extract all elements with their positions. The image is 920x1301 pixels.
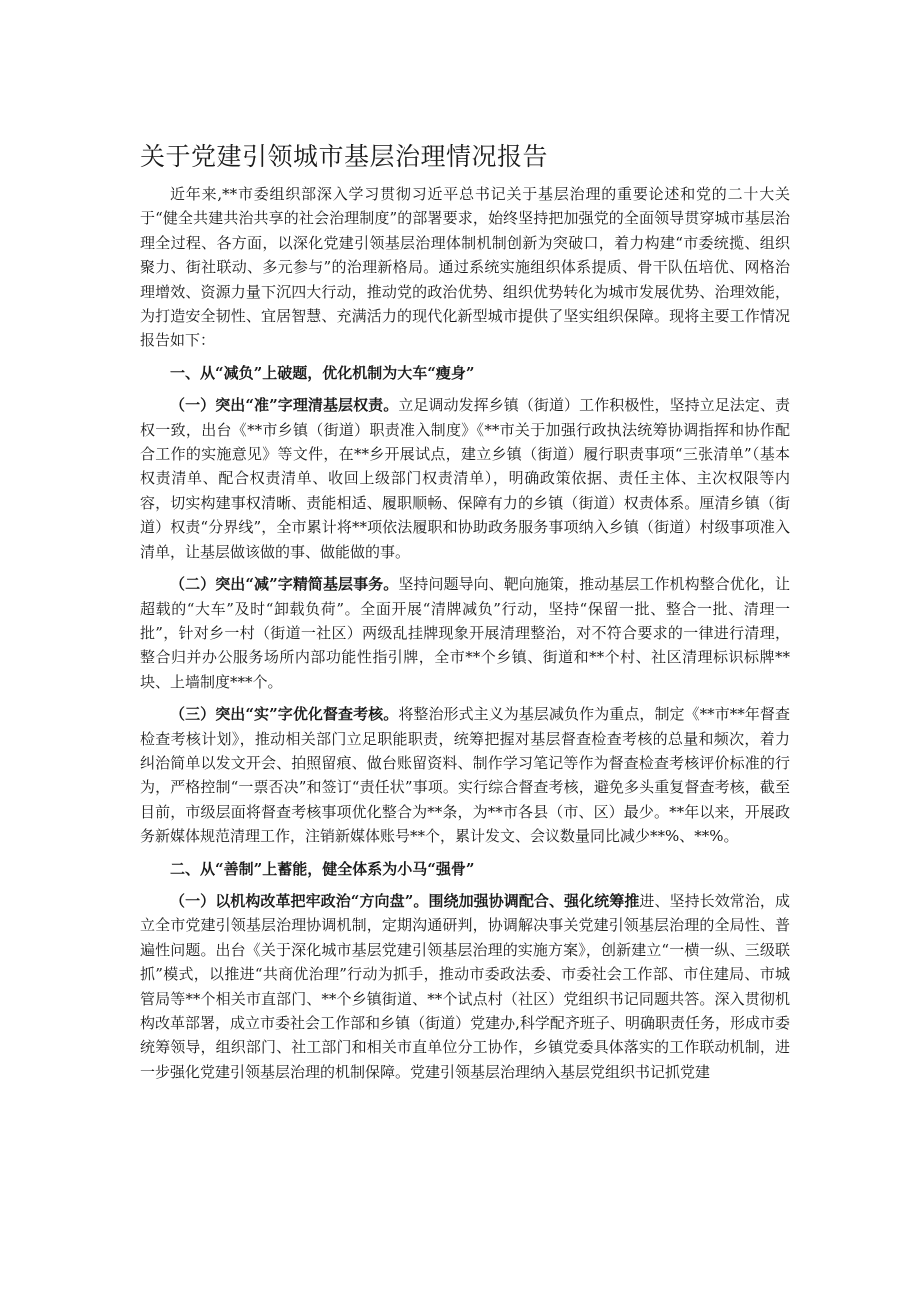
- intro-paragraph: 近年来,**市委组织部深入学习贯彻习近平总书记关于基层治理的重要论述和党的二十大关于“健全共建共治共享的社会治理制度”的部署要求，始终坚持把加强党的全面领导贯穿城市基层治理全过程、各方面，以深化党建引领基层治理体制机制创新为突破口，着力构建“市委统揽、组织聚力、街社联动、多元参与”的治理新格局。通过系统实施组织体系提质、骨干队伍培优、网格治理增效、资源力量下沉四大行动，推动党的政治优势、组织优势转化为城市发展优势、治理效能，为打造安全韧性、宜居智慧、充满活力的现代化新型城市提供了坚实组织保障。现将主要工作情况报告如下：: [140, 185, 790, 350]
- section-2-heading: 二、从“善制”上蓄能，健全体系为小马“强骨”: [170, 859, 475, 878]
- section-1-item-1-body: 立足调动发挥乡镇（街道）工作积极性，坚持立足法定、责权一致，出台《**市乡镇（街道）职责准入制度》《**市关于加强行政执法统筹协调指挥和协作配合工作的实施意见》等文件，在**乡开展试点，建立乡镇（街道）履行职责事项“三张清单”（基本权责清单、配合权责清单、收回上级部门权责清单），明确政策依据、责任主体、主次权限等内容，切实构建事权清晰、责能相适、履职顺畅、保障有力的乡镇（街道）权责体系。厘清乡镇（街道）权责“分界线”，全市累计将**项依法履职和协助政务服务事项纳入乡镇（街道）村级事项准入清单，让基层做该做的事、做能做的事。: [140, 396, 790, 561]
- section-2-item-1-lead: （一）以机构改革把牢政治“方向盘”。围绕加强协调配合、强化统筹推: [170, 891, 640, 910]
- section-1-heading: 一、从“减负”上破题，优化机制为大车“瘦身”: [170, 363, 475, 382]
- document-title: 关于党建引领城市基层治理情况报告: [140, 142, 549, 171]
- section-1-item-1: [140, 393, 790, 564]
- section-2-item-1-body: 进、坚持长效常治，成立全市党建引领基层治理协调机制，定期沟通研判，协调解决事关党建引领基层治理的全局性、普遍性问题。出台《关于深化城市基层党建引领基层治理的实施方案》，创新建立“一横一纵、三级联抓”模式，以推进“共商优治理”行动为抓手，推动市委政法委、市委社会工作部、市住建局、市城管局等**个相关市直部门、**个乡镇街道、**个试点村（社区）党组织书记同题共答。深入贯彻机构改革部署，成立市委社会工作部和乡镇（街道）党建办,科学配齐班子、明确职责任务，形成市委统筹领导，组织部门、社工部门和相关市直单位分工协作，乡镇党委具体落实的工作联动机制，进一步强化党建引领基层治理的机制保障。党建引领基层治理纳入基层党组织书记抓党建: [140, 891, 790, 1081]
- document-page: [140, 140, 790, 1084]
- section-1-item-2: [140, 572, 790, 694]
- section-1-item-1-lead: （一）突出“准”字理清基层权责。: [170, 396, 399, 415]
- section-1-item-3: [140, 702, 790, 848]
- section-1-item-3-lead: （三）突出“实”字优化督查考核。: [170, 705, 399, 724]
- section-1-item-2-body: 坚持问题导向、靶向施策，推动基层工作机构整合优化，让超载的“大车”及时“卸载负荷”。全面开展“清牌减负”行动，坚持“保留一批、整合一批、清理一批”，针对乡一村（街道一社区）两级乱挂牌现象开展清理整治，对不符合要求的一律进行清理，整合归并办公服务场所内部功能性指引牌，全市**个乡镇、街道和**个村、社区清理标识标牌**块、上墙制度***个。: [140, 575, 790, 691]
- section-1-item-2-lead: （二）突出“减”字精简基层事务。: [170, 575, 399, 594]
- section-1-item-3-body: 将整治形式主义为基层减负作为重点，制定《**市**年督查检查考核计划》，推动相关部门立足职能职责，统筹把握对基层督查检查考核的总量和频次，着力纠治简单以发文开会、拍照留痕、做台账留资料、制作学习笔记等作为督查检查考核评价标准的行为，严格控制“一票否决”和签订“责任状”事项。实行综合督查考核，避免多头重复督查考核，截至目前，市级层面将督查考核事项优化整合为**条，为**市各县（市、区）最少。**年以来，开展政务新媒体规范清理工作，注销新媒体账号**个，累计发文、会议数量同比减少**%、**%。: [140, 705, 790, 846]
- section-2-item-1: [140, 889, 790, 1084]
